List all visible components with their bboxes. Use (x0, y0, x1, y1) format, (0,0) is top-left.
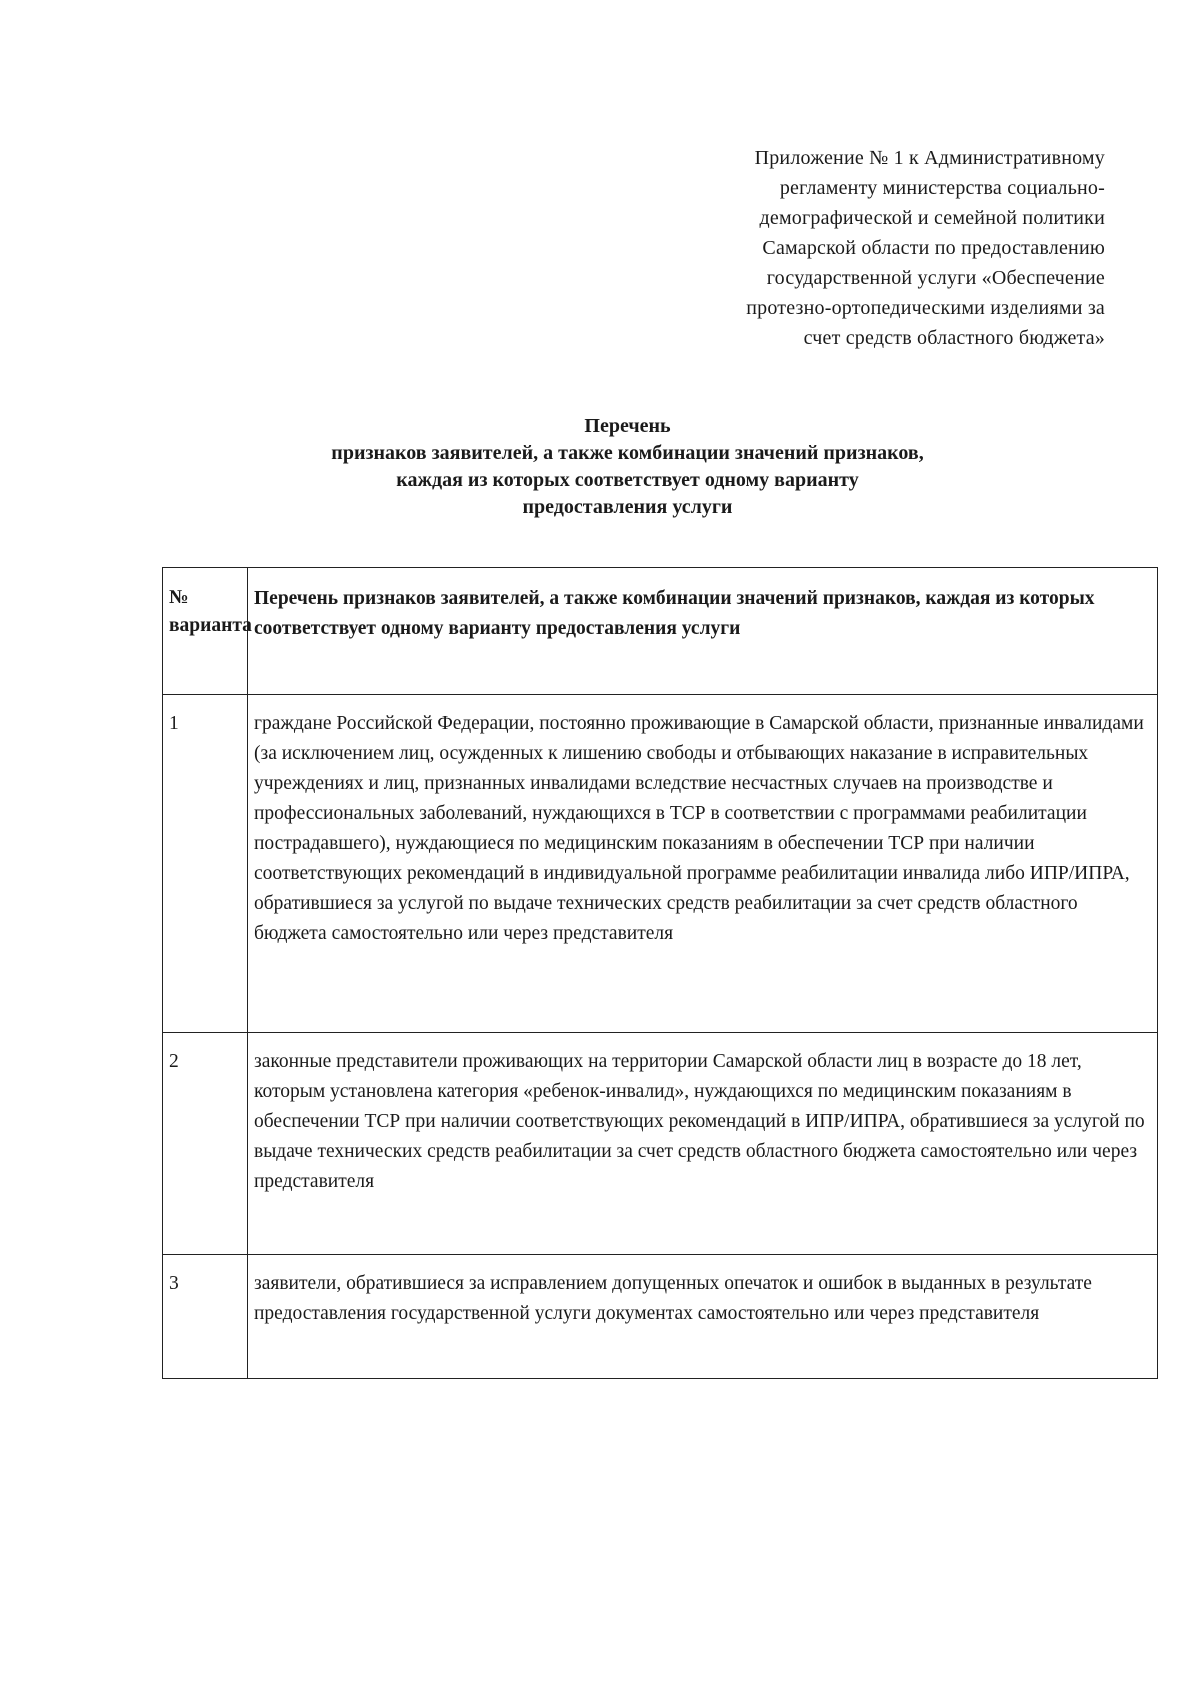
title-line: предоставления услуги (522, 496, 733, 518)
variant-number: 1 (163, 695, 248, 1033)
appendix-line: Приложение № 1 к Административному (754, 147, 1105, 169)
variant-criteria: граждане Российской Федерации, постоянно проживающие в Самарской области, признанные инвалидами (за исключением лиц, осужденных к лишению свободы и отбывающих наказание в исправительных учреждениях и лиц, признанных инвалидами вследствие несчастных случаев на производстве и профессиональных заболеваний, нуждающихся в ТСР в соответствии с программами реабилитации пострадавшего), нуждающиеся по медицинским показаниям в обеспечении ТСР при наличии соответствующих рекомендаций в индивидуальной программе реабилитации инвалида либо ИПР/ИПРА, обратившиеся за услугой по выдаче технических средств реабилитации за счет средств областного бюджета самостоятельно или через представителя (248, 695, 1158, 1033)
header-variant-number: № варианта (163, 568, 248, 695)
appendix-line: государственной услуги «Обеспечение (766, 267, 1105, 289)
appendix-line: демографической и семейной политики (759, 207, 1105, 229)
document-title (250, 413, 1005, 521)
header-criteria: Перечень признаков заявителей, а также комбинации значений признаков, каждая из которых соответствует одному варианту предоставления услуги (248, 568, 1158, 695)
appendix-line: протезно-ортопедическими изделиями за (746, 297, 1105, 319)
variant-number: 2 (163, 1033, 248, 1255)
variant-criteria: законные представители проживающих на территории Самарской области лиц в возрасте до 18 лет, которым установлена категория «ребенок-инвалид», нуждающихся по медицинским показаниям в обеспечении ТСР при наличии соответствующих рекомендаций в ИПР/ИПРА, обратившиеся за услугой по выдаче технических средств реабилитации за счет средств областного бюджета самостоятельно или через представителя (248, 1033, 1158, 1255)
title-line: Перечень (584, 415, 671, 437)
variants-table (162, 567, 1158, 1379)
variant-criteria: заявители, обратившиеся за исправлением допущенных опечаток и ошибок в выданных в результате предоставления государственной услуги документах самостоятельно или через представителя (248, 1255, 1158, 1379)
title-line: признаков заявителей, а также комбинации значений признаков, (331, 442, 924, 464)
table-header-row (163, 568, 1158, 695)
table-row (163, 695, 1158, 1033)
appendix-line: Самарской области по предоставлению (762, 237, 1105, 259)
table-row (163, 1033, 1158, 1255)
table-row (163, 1255, 1158, 1379)
appendix-note (635, 143, 1105, 353)
variant-number: 3 (163, 1255, 248, 1379)
title-line: каждая из которых соответствует одному варианту (396, 469, 859, 491)
appendix-line: счет средств областного бюджета» (803, 327, 1105, 349)
appendix-line: регламенту министерства социально- (779, 177, 1105, 199)
